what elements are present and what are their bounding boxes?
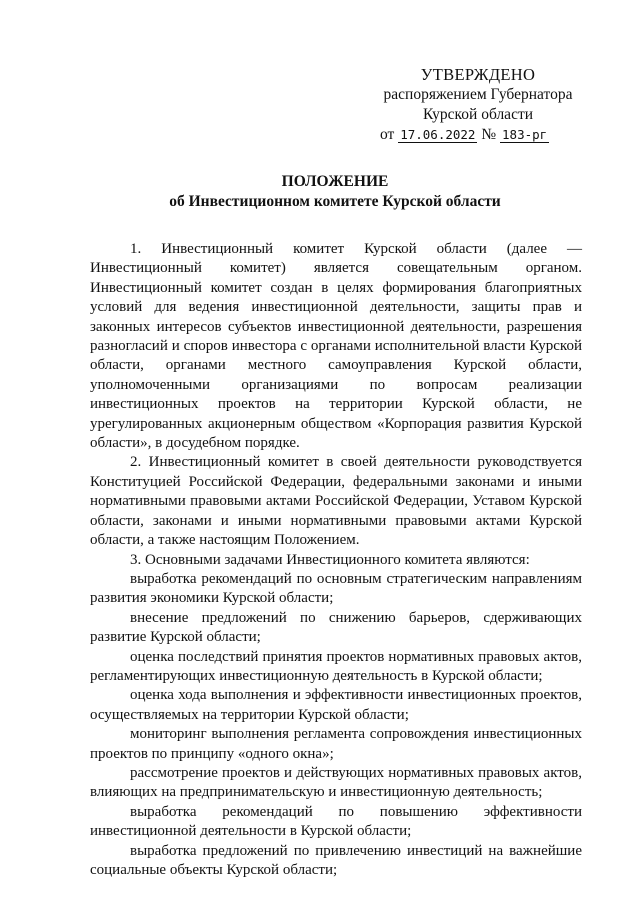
document-subtitle: об Инвестиционном комитете Курской области	[169, 193, 501, 210]
task-item: выработка рекомендаций по основным стратегическим направлениям развития экономики Курской области;	[90, 570, 582, 607]
paragraph-1: 1. Инвестиционный комитет Курской области (далее — Инвестиционный комитет) является совещательным органом. Инвестиционный комитет создан в целях формирования благоприятных условий для ведения инвестиционной деятельности, защиты прав и законных интересов субъектов инвестиционной деятельности, разрешения разногласий и споров инвестора с органами исполнительной власти Курской области, органами местного самоуправления Курской области, уполномоченными организациями по вопросам реализации инвестиционных проектов на территории Курской области, не урегулированных акционерным обществом «Корпорация развития Курской области», в досудебном порядке.	[90, 241, 582, 452]
task-item: оценка последствий принятия проектов нормативных правовых актов, регламентирующих инвестиционную деятельность в Курской области;	[90, 648, 582, 684]
document-body	[90, 240, 582, 880]
approval-line-2: Курской области	[422, 106, 534, 123]
date-prefix: от	[380, 126, 395, 143]
paragraph-3: 3. Основными задачами Инвестиционного комитета являются:	[130, 551, 530, 568]
approval-date: 17.06.2022	[400, 127, 476, 142]
approval-title: УТВЕРЖДЕНО	[420, 65, 536, 84]
approval-block	[378, 65, 578, 145]
paragraph-2: 2. Инвестиционный комитет в своей деятельности руководствуется Конституцией Российской Федерации, федеральными законами и иными нормативными правовыми актами Российской Федерации, Уставом Курской области, законами и иными нормативными правовыми актами Курской области, а также настоящим Положением.	[90, 454, 582, 549]
approval-number: 183-рг	[502, 127, 548, 142]
document-title: ПОЛОЖЕНИЕ	[281, 173, 389, 190]
task-item: выработка рекомендаций по повышению эффективности инвестиционной деятельности в Курской области;	[90, 803, 582, 840]
document-heading	[90, 172, 580, 212]
task-item: мониторинг выполнения регламента сопровождения инвестиционных проектов по принципу «одного окна»;	[90, 726, 582, 762]
task-item: рассмотрение проектов и действующих нормативных правовых актов, влияющих на предпринимательскую и инвестиционную деятельность;	[90, 764, 582, 801]
task-item: внесение предложений по снижению барьеров, сдерживающих развитие Курской области;	[90, 609, 582, 646]
task-item: оценка хода выполнения и эффективности инвестиционных проектов, осуществляемых на территории Курской области;	[90, 687, 582, 723]
number-sign: №	[481, 126, 497, 143]
approval-line-1: распоряжением Губернатора	[383, 86, 573, 103]
approval-date-line	[378, 125, 578, 145]
task-item: выработка предложений по привлечению инвестиций на важнейшие социальные объекты Курской области;	[90, 842, 582, 878]
